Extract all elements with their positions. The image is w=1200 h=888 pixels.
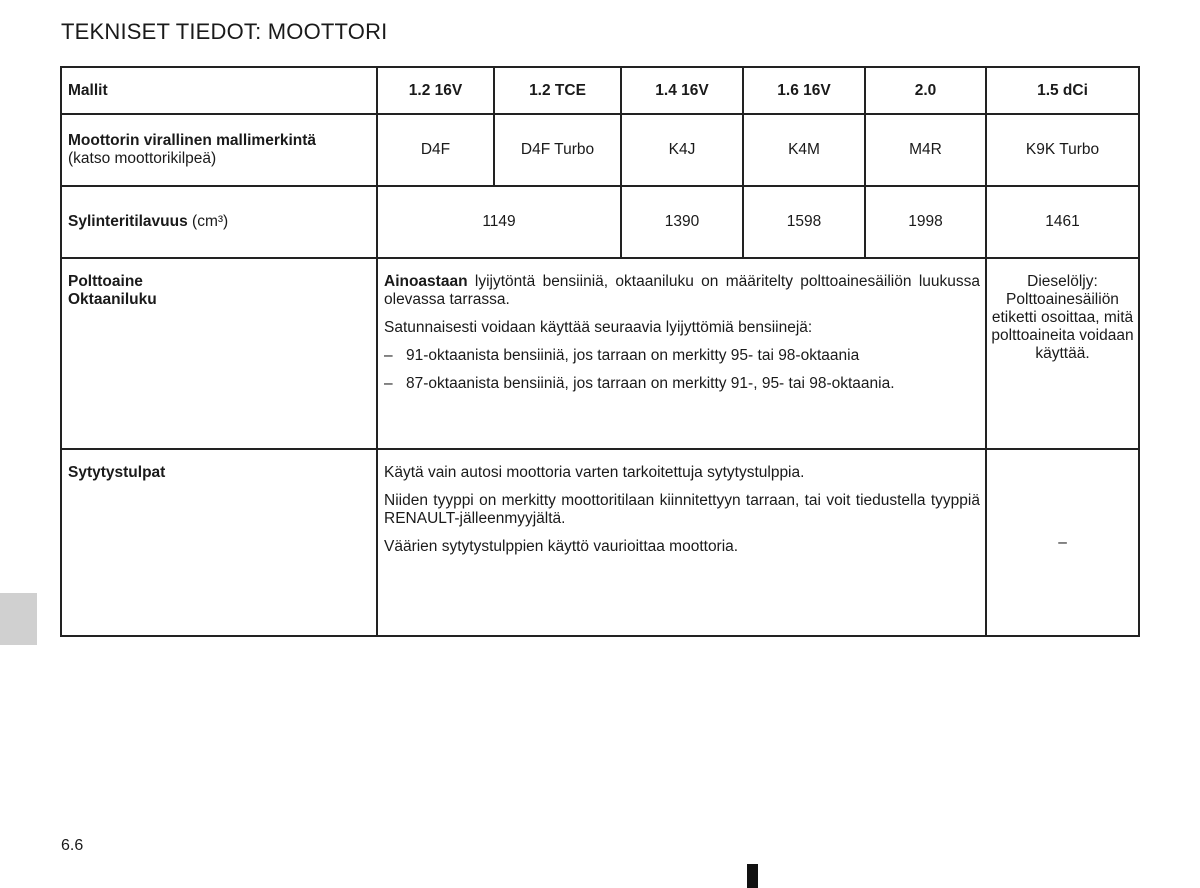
section-tab xyxy=(0,593,37,645)
spark-plug-p2: Niiden tyyppi on merkitty moottoritilaan kiinnitettyyn tarraan, tai voit tiedustella tyyppiä RENAULT-jälleenmyyjältä. xyxy=(384,492,980,527)
octane-label: Oktaaniluku xyxy=(68,291,157,308)
header-label: Mallit xyxy=(61,67,377,114)
displacement-cell: 1461 xyxy=(986,186,1139,258)
model-header: 1.4 16V xyxy=(621,67,743,114)
spark-plug-p1: Käytä vain autosi moottoria varten tarkoitettuja sytytystulppia. xyxy=(384,464,805,481)
displacement-cell: 1998 xyxy=(865,186,986,258)
dash-bullet: – xyxy=(384,375,393,392)
displacement-cell: 1598 xyxy=(743,186,865,258)
model-header: 1.6 16V xyxy=(743,67,865,114)
model-header: 2.0 xyxy=(865,67,986,114)
engine-code-label xyxy=(61,114,377,186)
fuel-text-cell xyxy=(377,258,986,449)
engine-code-label-note: (katso moottorikilpeä) xyxy=(68,150,217,167)
engine-code-cell: K9K Turbo xyxy=(986,114,1139,186)
engine-code-cell: K4M xyxy=(743,114,865,186)
dash-bullet: – xyxy=(384,347,393,364)
displacement-label xyxy=(61,186,377,258)
page-number: 6.6 xyxy=(61,837,84,854)
edge-mark xyxy=(747,864,758,888)
spark-plug-row xyxy=(61,449,1139,636)
engine-code-cell: D4F Turbo xyxy=(494,114,621,186)
model-header: 1.5 dCi xyxy=(986,67,1139,114)
engine-code-row xyxy=(61,114,1139,186)
fuel-intro-rest: lyijytöntä bensiiniä, oktaaniluku on määritelty polttoainesäiliön luukussa olevassa tarrassa. xyxy=(384,273,980,308)
model-header: 1.2 TCE xyxy=(494,67,621,114)
displacement-cell: 1149 xyxy=(377,186,621,258)
fuel-intro-bold: Ainoastaan xyxy=(384,273,468,290)
fuel-label-line1: Polttoaine xyxy=(68,273,143,290)
displacement-row xyxy=(61,186,1139,258)
engine-code-cell: M4R xyxy=(865,114,986,186)
displacement-cell: 1390 xyxy=(621,186,743,258)
spark-plug-p3: Väärien sytytystulppien käyttö vaurioittaa moottoria. xyxy=(384,538,739,555)
fuel-row xyxy=(61,258,1139,449)
fuel-occasional: Satunnaisesti voidaan käyttää seuraavia lyijyttömiä bensiinejä: xyxy=(384,319,813,336)
engine-code-cell: D4F xyxy=(377,114,494,186)
fuel-label xyxy=(61,258,377,449)
fuel-list-item-text: 87-oktaanista bensiiniä, jos tarraan on merkitty 91-, 95- tai 98-oktaania. xyxy=(406,375,895,392)
fuel-intro xyxy=(384,273,980,309)
engine-spec-table xyxy=(60,66,1140,637)
displacement-unit: (cm³) xyxy=(192,213,229,230)
engine-code-label-title: Moottorin virallinen mallimerkintä xyxy=(68,132,317,149)
spark-plug-label: Sytytystulpat xyxy=(61,449,377,636)
page-title: TEKNISET TIEDOT: MOOTTORI xyxy=(61,19,388,44)
fuel-list-item xyxy=(384,375,980,393)
diesel-fuel-cell: Dieselöljy: Polttoainesäiliön etiketti osoittaa, mitä polttoaineita voidaan käyttää. xyxy=(986,258,1139,449)
model-header: 1.2 16V xyxy=(377,67,494,114)
table-header-row xyxy=(61,67,1139,114)
fuel-list-item-text: 91-oktaanista bensiiniä, jos tarraan on merkitty 95- tai 98-oktaania xyxy=(406,347,860,364)
spark-plug-text-cell xyxy=(377,449,986,636)
displacement-label-title: Sylinteritilavuus xyxy=(68,213,188,230)
spark-plug-diesel-cell: – xyxy=(986,449,1139,636)
fuel-list-item xyxy=(384,347,980,365)
engine-code-cell: K4J xyxy=(621,114,743,186)
